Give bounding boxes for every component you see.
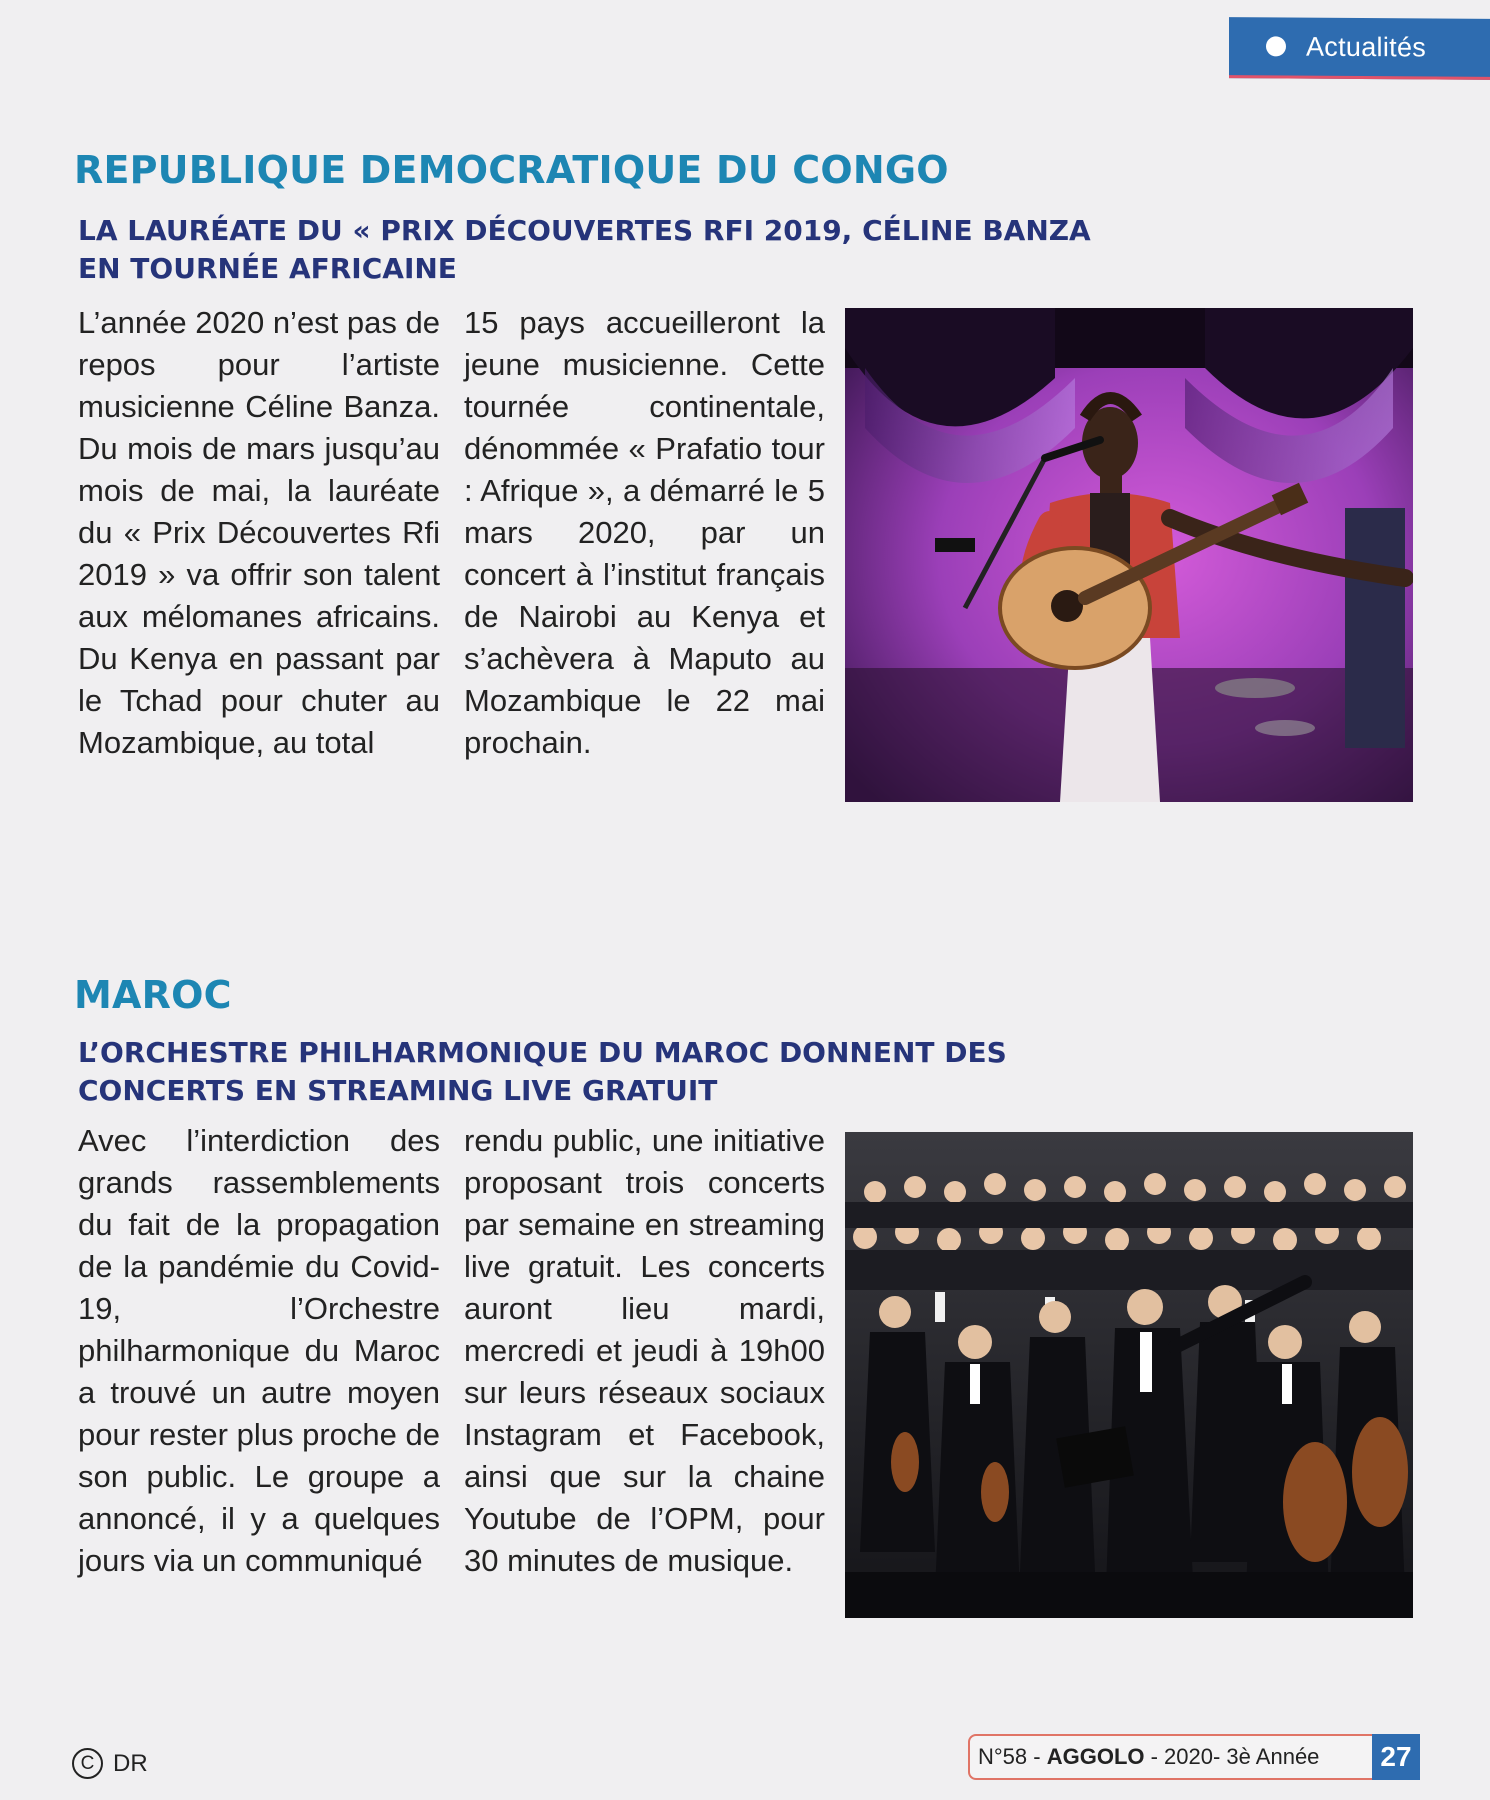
page-number: 27 <box>1372 1734 1420 1780</box>
singer-guitar-photo <box>845 308 1413 802</box>
article2-column-1: Avec l’interdiction des grands rassemblements du fait de la propagation de la pandémie du Covid-19, l’Orchestre philharmonique du Maroc a trouvé un autre moyen pour rester plus proche de son public. Le groupe a annoncé, il y a quelques jours via un communiqué <box>78 1123 440 1578</box>
page-footer <box>968 1734 1418 1780</box>
orchestra-photo <box>845 1132 1413 1618</box>
photo-credit <box>72 1748 148 1779</box>
footer-issue <box>970 1744 1372 1770</box>
article2-column-2: rendu public, une initiative proposant trois concerts par semaine en streaming live gratuit. Les concerts auront lieu mardi, mercredi et jeudi à 19h00 sur leurs réseaux sociaux Instagram et Facebook, ainsi que sur la chaine Youtube de l’OPM, pour 30 minutes de musique. <box>464 1123 825 1578</box>
copyright-icon: C <box>72 1748 103 1779</box>
issue-number: N°58 - <box>978 1744 1047 1769</box>
article2-country: MAROC <box>74 973 232 1017</box>
article1-column-2: 15 pays accueilleront la jeune musicienne. Cette tournée continentale, dénommée « Prafatio tour : Afrique », a démarré le 5 mars 2020, par un concert à l’institut français de Nairobi au Kenya et s’achèvera à Maputo au Mozambique le 22 mai prochain. <box>464 305 825 760</box>
section-tab-label: Actualités <box>1306 31 1427 62</box>
section-tab <box>1229 17 1490 80</box>
article1-column-1: L’année 2020 n’est pas de repos pour l’artiste musicienne Céline Banza. Du mois de mars jusqu’au mois de mai, la lauréate du « Prix Découvertes Rfi 2019 » va offrir son talent aux mélomanes africains. Du Kenya en passant par le Tchad pour chuter au Mozambique, au total <box>78 305 440 760</box>
article1-country: REPUBLIQUE DEMOCRATIQUE DU CONGO <box>74 148 949 192</box>
article1-headline: LA LAURÉATE DU « PRIX DÉCOUVERTES RFI 2019, CÉLINE BANZA EN TOURNÉE AFRICAINE <box>78 214 1091 285</box>
bullet-icon <box>1266 36 1286 56</box>
magazine-name: AGGOLO <box>1046 1744 1145 1769</box>
issue-year: - 2020- 3è Année <box>1144 1744 1320 1769</box>
photo-credit-label: DR <box>113 1749 148 1777</box>
article2-headline: L’ORCHESTRE PHILHARMONIQUE DU MAROC DONNENT DES CONCERTS EN STREAMING LIVE GRATUIT <box>78 1036 1007 1107</box>
